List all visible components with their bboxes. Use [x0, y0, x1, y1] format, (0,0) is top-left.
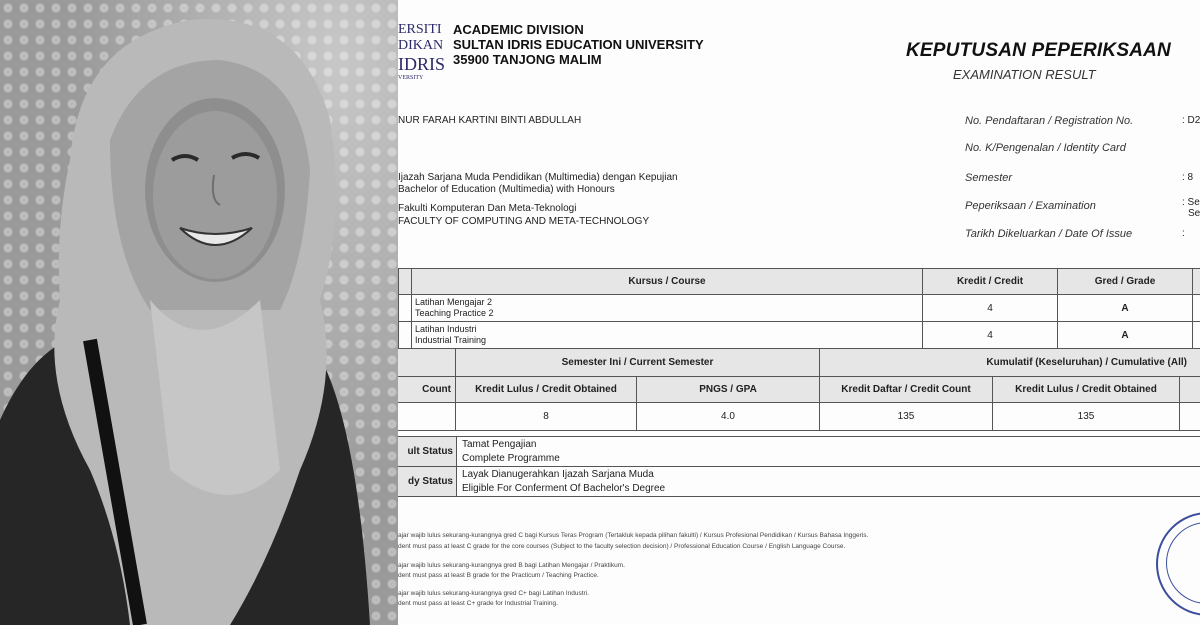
university-logo: ERSITI DIKAN IDRIS VERSITY	[398, 22, 446, 81]
course-grade: A	[1058, 295, 1193, 322]
footnote: ajar wajib lulus sekurang-kurangnya gred C+ bagi Latihan Industri.	[398, 590, 589, 597]
table-row	[399, 295, 1200, 322]
table-row	[398, 467, 1200, 497]
date-of-issue-label: Tarikh Dikeluarkan / Date Of Issue	[965, 228, 1133, 240]
course-grade: A	[1058, 322, 1193, 349]
registration-value: : D2	[1182, 115, 1200, 126]
student-name: NUR FARAH KARTINI BINTI ABDULLAH	[398, 115, 582, 126]
grade-column-header: Gred / Grade	[1058, 269, 1193, 295]
status-table	[398, 436, 1200, 497]
course-name: Latihan Mengajar 2 Teaching Practice 2	[412, 295, 923, 322]
study-status-label: dy Status	[398, 467, 457, 497]
gpa-header: PNGS / GPA	[637, 377, 820, 403]
examination-value: : Se Se	[1182, 197, 1200, 219]
credit-obtained-header: Kredit Lulus / Credit Obtained	[456, 377, 637, 403]
identity-card-label: No. K/Pengenalan / Identity Card	[965, 142, 1126, 154]
examination-result-document	[398, 0, 1200, 625]
cumulative-credit-obtained-value: 135	[993, 403, 1180, 431]
course-credit: 4	[923, 295, 1058, 322]
document-subtitle: EXAMINATION RESULT	[953, 67, 1096, 82]
faculty-english: FACULTY OF COMPUTING AND META-TECHNOLOGY	[398, 216, 650, 227]
footnote: ajar wajib lulus sekurang-kurangnya gred C bagi Kursus Teras Program (Tertakluk kepada pilihan fakulti) / Kursus Profesional Pendidikan / Kursus Bahasa Inggeris.	[398, 532, 869, 539]
university-stamp	[1156, 512, 1200, 616]
credit-column-header: Kredit / Credit	[923, 269, 1058, 295]
course-credit: 4	[923, 322, 1058, 349]
course-name: Latihan Industri Industrial Training	[412, 322, 923, 349]
student-photo	[0, 0, 398, 625]
gpa-value: 4.0	[637, 403, 820, 431]
semester-value: : 8	[1182, 172, 1194, 183]
course-table	[398, 268, 1200, 349]
degree-malay: Ijazah Sarjana Muda Pendidikan (Multimedia) dengan Kepujian	[398, 172, 678, 183]
degree-english: Bachelor of Education (Multimedia) with Honours	[398, 184, 615, 195]
footnote: ajar wajib lulus sekurang-kurangnya gred B bagi Latihan Mengajar / Praktikum.	[398, 562, 625, 569]
count-column-header: Count	[398, 377, 456, 403]
credit-count-header: Kredit Daftar / Credit Count	[820, 377, 993, 403]
table-row	[399, 322, 1200, 349]
cumulative-credit-obtained-header: Kredit Lulus / Credit Obtained	[993, 377, 1180, 403]
result-status-label: ult Status	[398, 437, 457, 467]
registration-label: No. Pendaftaran / Registration No.	[965, 115, 1134, 127]
credit-count-value: 135	[820, 403, 993, 431]
cumulative-header: Kumulatif (Keseluruhan) / Cumulative (All)	[820, 349, 1200, 377]
study-status-value: Layak Dianugerahkan Ijazah Sarjana Muda Eligible For Conferment Of Bachelor's Degree	[457, 467, 1200, 497]
date-of-issue-value: :	[1182, 228, 1185, 239]
semester-label: Semester	[965, 172, 1013, 184]
university-header: ACADEMIC DIVISION SULTAN IDRIS EDUCATION UNIVERSITY 35900 TANJONG MALIM	[453, 22, 704, 67]
table-row	[398, 437, 1200, 467]
portrait-silhouette	[0, 0, 398, 625]
faculty-malay: Fakulti Komputeran Dan Meta-Teknologi	[398, 203, 577, 214]
credit-obtained-value: 8	[456, 403, 637, 431]
footnote: dent must pass at least C grade for the core courses (Subject to the faculty selection decision) / Professional Education Course / English Language Course.	[398, 543, 846, 550]
table-row	[398, 403, 1200, 431]
examination-label: Peperiksaan / Examination	[965, 200, 1096, 212]
footnote: dent must pass at least B grade for the Practicum / Teaching Practice.	[398, 572, 599, 579]
current-semester-header: Semester Ini / Current Semester	[456, 349, 820, 377]
course-column-header: Kursus / Course	[412, 269, 923, 295]
result-status-value: Tamat Pengajian Complete Programme	[457, 437, 1200, 467]
document-title: KEPUTUSAN PEPERIKSAAN	[906, 40, 1171, 61]
footnote: dent must pass at least C+ grade for Industrial Training.	[398, 600, 558, 607]
summary-table	[398, 348, 1200, 431]
